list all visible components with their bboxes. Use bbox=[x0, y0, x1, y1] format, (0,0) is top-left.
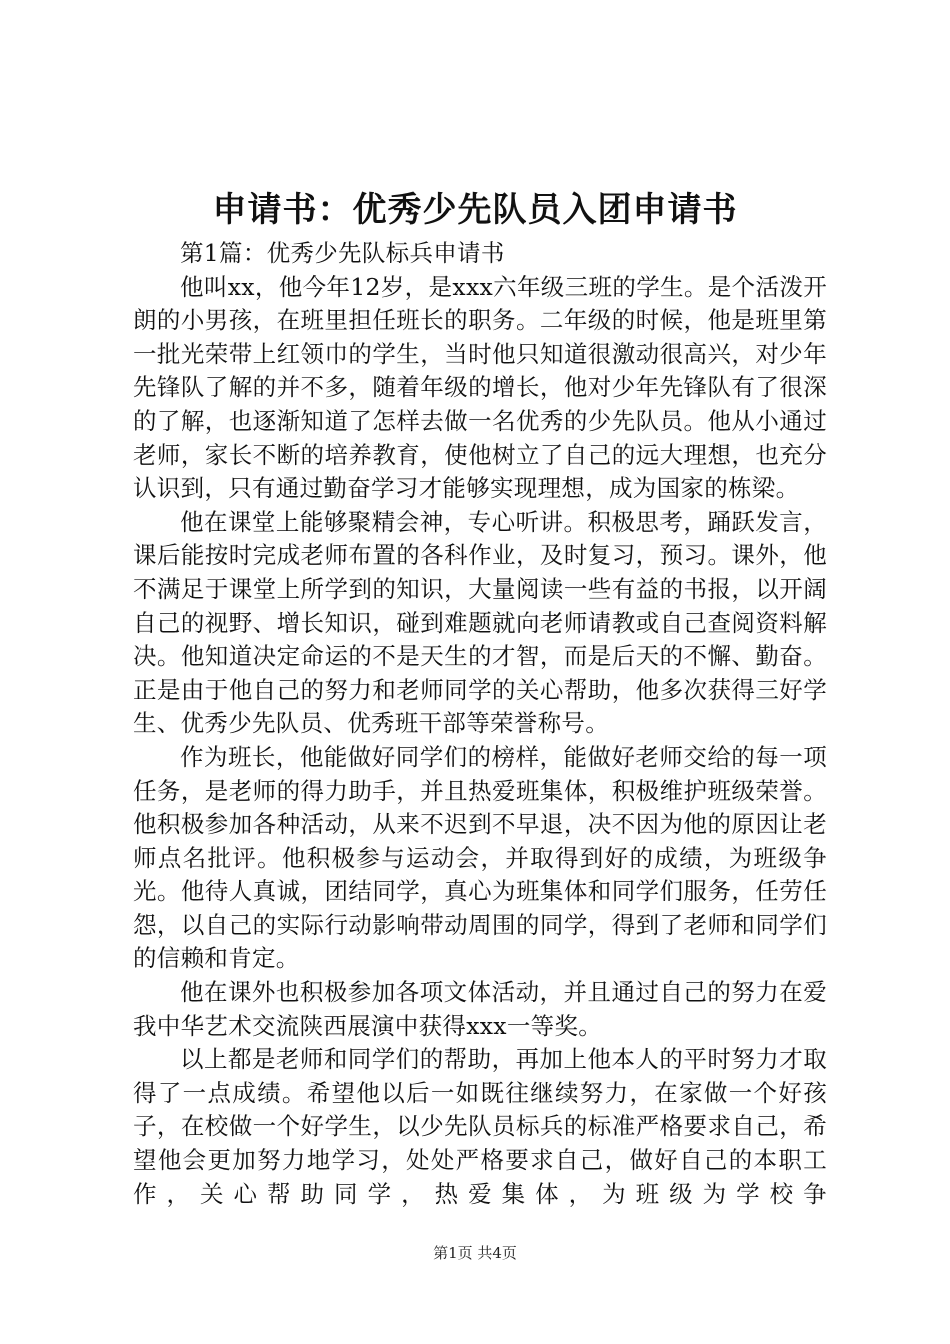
document-body bbox=[133, 237, 827, 1211]
paragraph-study: 他在课堂上能够聚精会神，专心听讲。积极思考，踊跃发言，课后能按时完成老师布置的各科作业，及时复习，预习。课外，他不满足于课堂上所学到的知识，大量阅读一些有益的书报，以开阔自己的视野、增长知识，碰到难题就向老师请教或自己查阅资料解决。他知道决定命运的不是天生的才智，而是后天的不懈、勤奋。正是由于他自己的努力和老师同学的关心帮助，他多次获得三好学生、优秀少先队员、优秀班干部等荣誉称号。 bbox=[133, 507, 827, 738]
section-heading: 第1篇：优秀少先队标兵申请书 bbox=[180, 239, 505, 267]
paragraph-intro: 他叫xx，他今年12岁，是xxx六年级三班的学生。是个活泼开朗的小男孩，在班里担任班长的职务。二年级的时候，他是班里第一批光荣带上红领巾的学生，当时他只知道很激动很高兴，对少年先锋队了解的并不多，随着年级的增长，他对少年先锋队有了很深的了解，也逐渐知道了怎样去做一名优秀的少先队员。他从小通过老师，家长不断的培养教育，使他树立了自己的远大理想，也充分认识到，只有通过勤奋学习才能够实现理想，成为国家的栋梁。 bbox=[133, 272, 827, 503]
page-number-footer: 第1页 共4页 bbox=[433, 1244, 517, 1262]
paragraph-activities: 他在课外也积极参加各项文体活动，并且通过自己的努力在爱我中华艺术交流陕西展演中获得xxx一等奖。 bbox=[133, 978, 827, 1040]
paragraph-summary: 以上都是老师和同学们的帮助，再加上他本人的平时努力才取得了一点成绩。希望他以后一如既往继续努力，在家做一个好孩子，在校做一个好学生，以少先队员标兵的标准严格要求自己，希望他会更加努力地学习，处处严格要求自己，做好自己的本职工作，关心帮助同学，热爱集体，为班级为学校争 bbox=[133, 1045, 827, 1208]
document-title: 申请书：优秀少先队员入团申请书 bbox=[212, 190, 738, 230]
paragraph-monitor: 作为班长，他能做好同学们的榜样，能做好老师交给的每一项任务，是老师的得力助手，并且热爱班集体，积极维护班级荣誉。他积极参加各种活动，从来不迟到不早退，决不因为他的原因让老师点名批评。他积极参与运动会，并取得到好的成绩，为班级争光。他待人真诚，团结同学，真心为班集体和同学们服务，任劳任怨，以自己的实际行动影响带动周围的同学，得到了老师和同学们的信赖和肯定。 bbox=[133, 742, 827, 973]
